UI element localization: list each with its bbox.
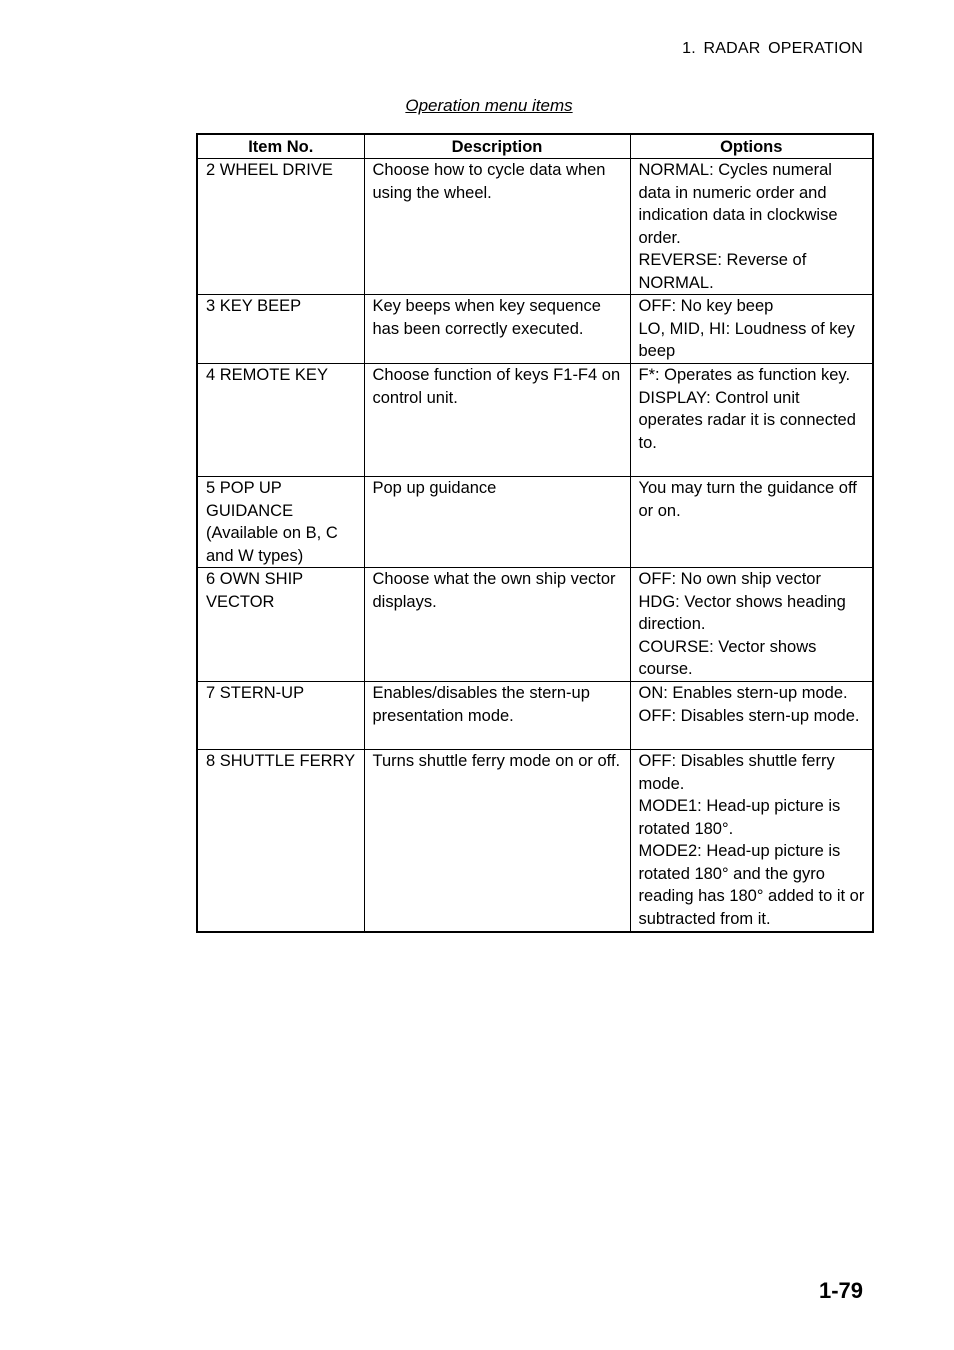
options-cell: OFF: No key beep LO, MID, HI: Loudness of key beep <box>630 295 873 364</box>
running-header: 1. RADAR OPERATION <box>682 40 863 57</box>
table-row <box>197 364 873 477</box>
table-row <box>197 682 873 750</box>
options-cell: OFF: No own ship vector HDG: Vector shows heading direction. COURSE: Vector shows course. <box>630 568 873 682</box>
item-cell: 8 SHUTTLE FERRY <box>197 750 364 932</box>
item-cell: 7 STERN-UP <box>197 682 364 750</box>
description-cell: Choose function of keys F1-F4 on control unit. <box>364 364 630 477</box>
item-cell: 4 REMOTE KEY <box>197 364 364 477</box>
options-cell: ON: Enables stern-up mode. OFF: Disables stern-up mode. <box>630 682 873 750</box>
page-number: 1-79 <box>818 1278 863 1303</box>
description-cell: Choose how to cycle data when using the wheel. <box>364 159 630 295</box>
description-cell: Pop up guidance <box>364 477 630 568</box>
description-cell: Enables/disables the stern-up presentation mode. <box>364 682 630 750</box>
item-cell: 5 POP UP GUIDANCE (Available on B, C and W types) <box>197 477 364 568</box>
column-header-item-no: Item No. <box>197 134 364 159</box>
table-row <box>197 159 873 295</box>
table-row <box>197 568 873 682</box>
column-header-description: Description <box>364 134 630 159</box>
table-caption: Operation menu items <box>405 96 573 115</box>
options-cell: F*: Operates as function key. DISPLAY: Control unit operates radar it is connected to. <box>630 364 873 477</box>
options-cell: You may turn the guidance off or on. <box>630 477 873 568</box>
table-row <box>197 295 873 364</box>
table-header-row <box>197 134 873 159</box>
item-cell: 2 WHEEL DRIVE <box>197 159 364 295</box>
description-cell: Turns shuttle ferry mode on or off. <box>364 750 630 932</box>
table-row <box>197 750 873 932</box>
operation-menu-table <box>196 133 874 933</box>
item-cell: 6 OWN SHIP VECTOR <box>197 568 364 682</box>
column-header-options: Options <box>630 134 873 159</box>
item-cell: 3 KEY BEEP <box>197 295 364 364</box>
table-row <box>197 477 873 568</box>
options-cell: OFF: Disables shuttle ferry mode. MODE1: Head-up picture is rotated 180°. MODE2: Head-up picture is rotated 180° and the gyro reading has 180° added to it or subtracted from it. <box>630 750 873 932</box>
description-cell: Key beeps when key sequence has been correctly executed. <box>364 295 630 364</box>
options-cell: NORMAL: Cycles numeral data in numeric order and indication data in clockwise order. REVERSE: Reverse of NORMAL. <box>630 159 873 295</box>
description-cell: Choose what the own ship vector displays. <box>364 568 630 682</box>
